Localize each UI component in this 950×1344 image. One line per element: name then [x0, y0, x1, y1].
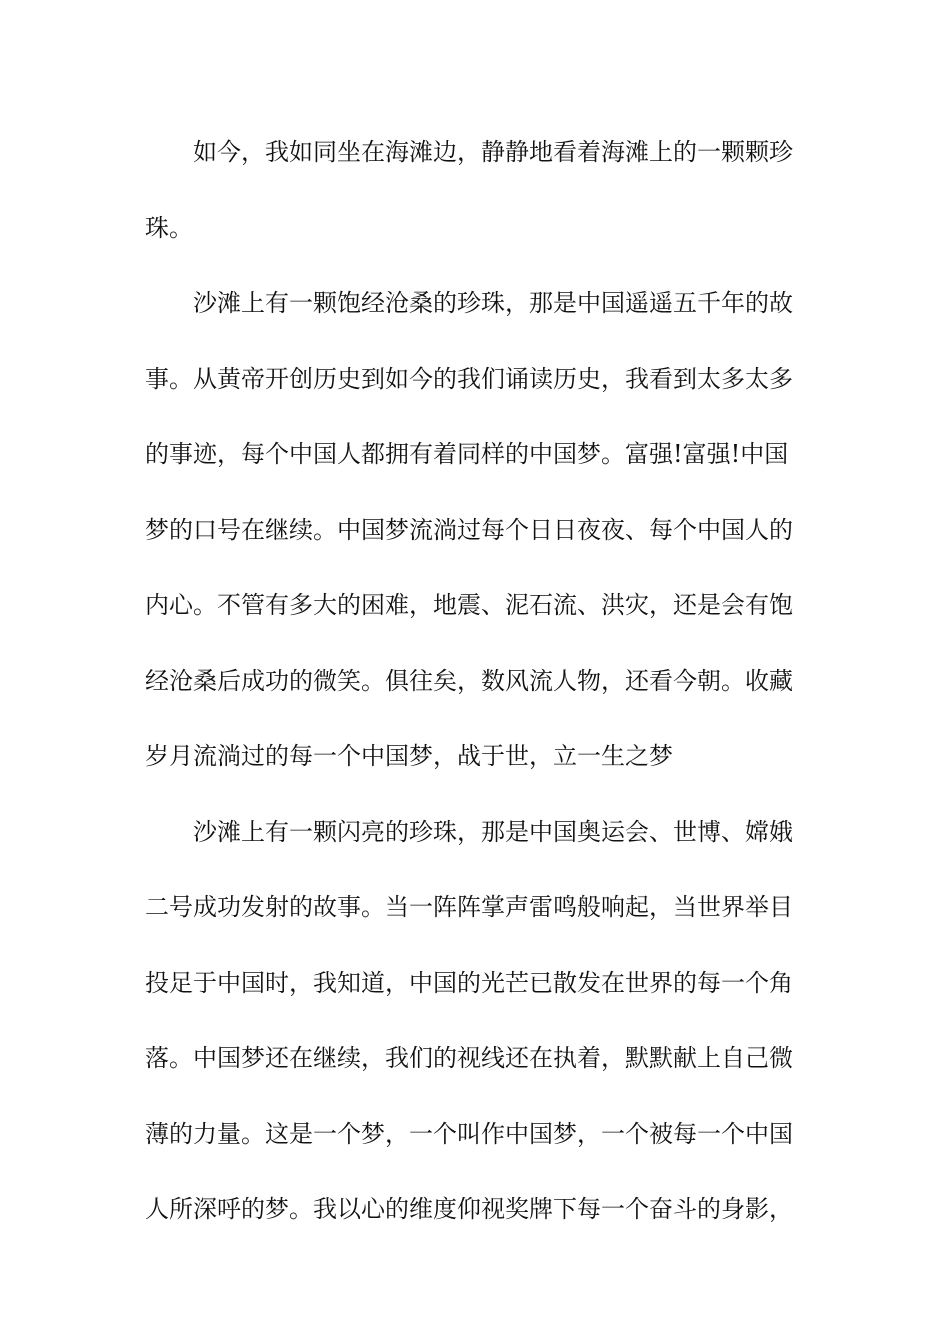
paragraph-line: 人所深呼的梦。我以心的维度仰视奖牌下每一个奋斗的身影， — [145, 1195, 793, 1223]
paragraph-line: 沙滩上有一颗饱经沧桑的珍珠，那是中国遥遥五千年的故 — [193, 289, 793, 317]
paragraph-line: 经沧桑后成功的微笑。俱往矣，数风流人物，还看今朝。收藏 — [145, 666, 793, 695]
paragraph-line: 内心。不管有多大的困难，地震、泥石流、洪灾，还是会有饱 — [145, 591, 793, 619]
body-text — [145, 128, 805, 1261]
paragraph-line: 沙滩上有一颗闪亮的珍珠，那是中国奥运会、世博、嫦娥 — [193, 817, 793, 846]
paragraph-line: 事。从黄帝开创历史到如今的我们诵读历史，我看到太多太多 — [145, 364, 793, 393]
paragraph-line: 二号成功发射的故事。当一阵阵掌声雷鸣般响起，当世界举目 — [145, 893, 793, 921]
paragraph-line: 投足于中国时，我知道，中国的光芒已散发在世界的每一个角 — [145, 968, 793, 997]
paragraph-line: 的事迹，每个中国人都拥有着同样的中国梦。富强!富强!中国 — [145, 440, 789, 468]
paragraph-line: 岁月流淌过的每一个中国梦，战于世，立一生之梦 — [145, 742, 673, 770]
paragraph-line: 如今，我如同坐在海滩边，静静地看着海滩上的一颗颗珍 — [193, 138, 793, 166]
paragraph-line: 珠。 — [145, 213, 193, 242]
paragraph-line: 薄的力量。这是一个梦，一个叫作中国梦，一个被每一个中国 — [145, 1119, 793, 1148]
paragraph-line: 梦的口号在继续。中国梦流淌过每个日日夜夜、每个中国人的 — [145, 515, 793, 544]
paragraph-line: 落。中国梦还在继续，我们的视线还在执着，默默献上自己微 — [145, 1044, 793, 1072]
